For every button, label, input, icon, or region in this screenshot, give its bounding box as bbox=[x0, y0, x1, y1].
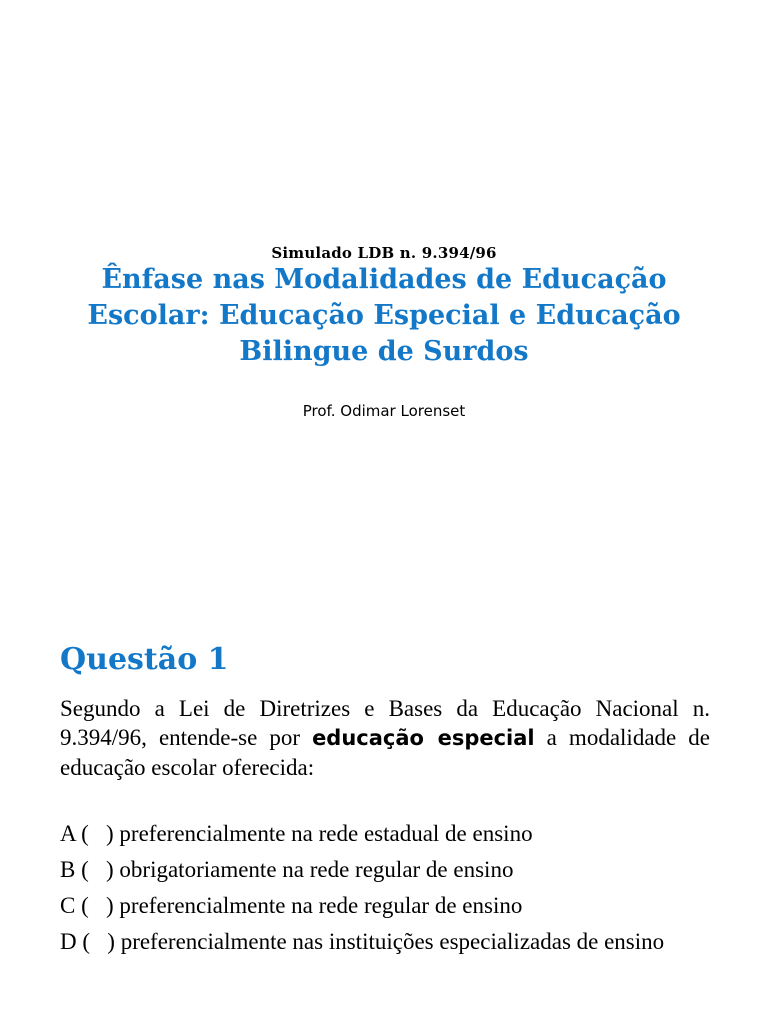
question-stem-emphasis: educação especial bbox=[312, 726, 535, 750]
option-c-letter[interactable]: C ( ) bbox=[60, 893, 114, 918]
question-stem-before: Segundo a Lei de Diretrizes e Bases da Educação Nacional n. 9.394/96, entende-se por bbox=[60, 696, 710, 750]
question-stem-after: a modalidade de educação escolar oferecida: bbox=[60, 725, 710, 780]
option-d-letter[interactable]: D ( ) bbox=[60, 929, 115, 954]
question-stem bbox=[60, 694, 710, 782]
cover-author: Prof. Odimar Lorenset bbox=[302, 402, 466, 420]
option-d[interactable] bbox=[60, 928, 710, 955]
option-b[interactable] bbox=[60, 856, 710, 883]
cover-title: Ênfase nas Modalidades de Educação Escolar: Educação Especial e Educação Bilingue de Surdos bbox=[87, 264, 681, 367]
option-c[interactable] bbox=[60, 892, 710, 919]
option-a-text: preferencialmente na rede estadual de ensino bbox=[113, 821, 533, 846]
option-b-letter[interactable]: B ( ) bbox=[60, 857, 114, 882]
option-a-letter[interactable]: A ( ) bbox=[60, 821, 114, 846]
question-slide bbox=[0, 512, 768, 1024]
cover-subtitle: Simulado LDB n. 9.394/96 bbox=[271, 244, 497, 262]
answer-options bbox=[60, 820, 710, 964]
option-c-text: preferencialmente na rede regular de ensino bbox=[113, 893, 523, 918]
option-b-text: obrigatoriamente na rede regular de ensino bbox=[113, 857, 514, 882]
option-d-text: preferencialmente nas instituições especializadas de ensino bbox=[114, 929, 665, 954]
option-a[interactable] bbox=[60, 820, 710, 847]
question-title: Questão 1 bbox=[60, 642, 229, 677]
